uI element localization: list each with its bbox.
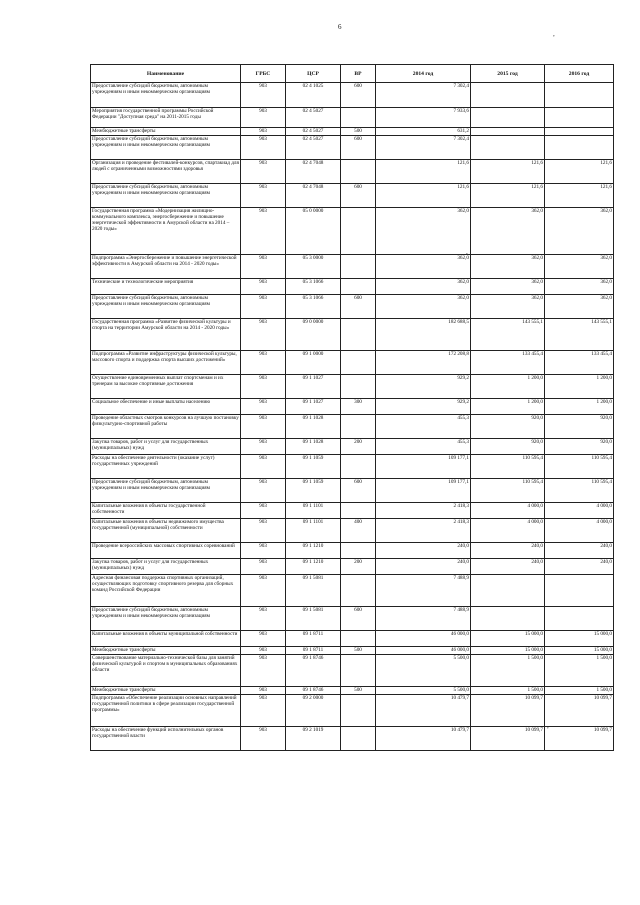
row-amount-2014: 2 418,3 bbox=[376, 519, 471, 543]
row-amount-2015: 10 099,7 bbox=[471, 727, 545, 751]
row-name: Закупка товаров, работ и услуг для государственных (муниципальных) нужд bbox=[91, 559, 241, 575]
table-row bbox=[91, 415, 614, 439]
row-amount-2015: 362,0 bbox=[471, 208, 545, 255]
scan-mark: , bbox=[466, 248, 468, 256]
row-amount-2014: 929,2 bbox=[376, 399, 471, 415]
row-amount-2016: 4 000,0 bbox=[545, 519, 614, 543]
row-grbs: 903 bbox=[241, 136, 286, 160]
row-amount-2016 bbox=[545, 128, 614, 136]
table-row bbox=[91, 439, 614, 455]
row-name: Технические и технологические мероприятия bbox=[91, 279, 241, 295]
row-name: Капитальные вложения в объекты недвижимого имущества государственной (муниципальной) собственности bbox=[91, 519, 241, 543]
row-name: Закупка товаров, работ и услуг для государственных (муниципальных) нужд bbox=[91, 439, 241, 455]
row-name: Капитальные вложения в объекты государственной собственности bbox=[91, 503, 241, 519]
row-amount-2016 bbox=[545, 607, 614, 631]
row-csr: 05 3 0000 bbox=[286, 255, 341, 279]
row-amount-2014: 362,0 bbox=[376, 295, 471, 319]
row-amount-2015: 4 000,0 bbox=[471, 503, 545, 519]
row-csr: 09 1 5081 bbox=[286, 575, 341, 607]
table-row bbox=[91, 687, 614, 695]
row-amount-2015 bbox=[471, 136, 545, 160]
column-header-vr: ВР bbox=[341, 65, 376, 83]
row-csr: 09 0 0000 bbox=[286, 319, 341, 351]
row-amount-2014: 5 500,0 bbox=[376, 687, 471, 695]
row-amount-2015: 1 500,0 bbox=[471, 655, 545, 687]
row-name: Адресная финансовая поддержка спортивных организаций, осуществляющих подготовку спортивного резерва для сборных команд Российской Федерации bbox=[91, 575, 241, 607]
row-name: Мероприятия государственной программы Российской Федерации "Доступная среда" на 2011-2015 годы bbox=[91, 108, 241, 128]
row-amount-2015: 143 555,1 bbox=[471, 319, 545, 351]
row-vr: 600 bbox=[341, 136, 376, 160]
row-vr bbox=[341, 108, 376, 128]
row-grbs: 903 bbox=[241, 255, 286, 279]
row-grbs: 903 bbox=[241, 695, 286, 727]
column-header-2016: 2016 год bbox=[545, 65, 614, 83]
row-name: Совершенствование материально-технической базы для занятий физической культурой и спортом в муниципальных образованиях области bbox=[91, 655, 241, 687]
row-amount-2016: 362,0 bbox=[545, 279, 614, 295]
row-name: Организация и проведение фестивалей-конкурсов, спартакиад для людей с ограниченными возможностями здоровья bbox=[91, 160, 241, 184]
row-amount-2015: 133 455,4 bbox=[471, 351, 545, 375]
row-amount-2014: 7 933,6 bbox=[376, 108, 471, 128]
row-name: Предоставление субсидий бюджетным, автономным учреждениям и иным некоммерческим организациям bbox=[91, 479, 241, 503]
row-amount-2015: 920,0 bbox=[471, 415, 545, 439]
row-amount-2014: 46 000,0 bbox=[376, 647, 471, 655]
row-grbs: 903 bbox=[241, 503, 286, 519]
table-row bbox=[91, 128, 614, 136]
row-amount-2014: 182 688,5 bbox=[376, 319, 471, 351]
table-row bbox=[91, 543, 614, 559]
row-vr: 600 bbox=[341, 607, 376, 631]
table-row bbox=[91, 631, 614, 647]
row-csr: 09 1 1028 bbox=[286, 415, 341, 439]
row-grbs: 903 bbox=[241, 559, 286, 575]
row-csr: 09 1 1027 bbox=[286, 399, 341, 415]
row-vr bbox=[341, 503, 376, 519]
row-amount-2014: 7 302,4 bbox=[376, 136, 471, 160]
row-csr: 09 1 1027 bbox=[286, 375, 341, 399]
row-amount-2016 bbox=[545, 108, 614, 128]
row-amount-2014: 362,0 bbox=[376, 279, 471, 295]
row-vr: 500 bbox=[341, 128, 376, 136]
row-grbs: 903 bbox=[241, 647, 286, 655]
row-name: Предоставление субсидий бюджетным, автономным учреждениям и иным некоммерческим организациям bbox=[91, 184, 241, 208]
table-row bbox=[91, 503, 614, 519]
row-vr bbox=[341, 208, 376, 255]
row-csr: 09 2 1019 bbox=[286, 727, 341, 751]
row-amount-2016: 362,0 bbox=[545, 208, 614, 255]
row-amount-2014: 121,6 bbox=[376, 160, 471, 184]
row-csr: 09 1 8711 bbox=[286, 631, 341, 647]
row-grbs: 903 bbox=[241, 375, 286, 399]
row-csr: 09 1 8746 bbox=[286, 687, 341, 695]
row-name: Капитальные вложения в объекты муниципальной собственности bbox=[91, 631, 241, 647]
row-csr: 09 1 1210 bbox=[286, 559, 341, 575]
scan-mark: , bbox=[553, 30, 555, 38]
row-name: Осуществление единовременных выплат спортсменам и их тренерам за высокие спортивные достижения bbox=[91, 375, 241, 399]
row-amount-2016: 240,0 bbox=[545, 543, 614, 559]
table-row bbox=[91, 351, 614, 375]
row-csr: 09 1 1210 bbox=[286, 543, 341, 559]
row-grbs: 903 bbox=[241, 208, 286, 255]
row-amount-2016: 240,0 bbox=[545, 559, 614, 575]
row-vr: 600 bbox=[341, 479, 376, 503]
row-amount-2015: 1 200,0 bbox=[471, 399, 545, 415]
table-row bbox=[91, 108, 614, 128]
row-amount-2015: 10 099,7 bbox=[471, 695, 545, 727]
row-name: Расходы на обеспечение деятельности (оказание услуг) государственных учреждений bbox=[91, 455, 241, 479]
row-amount-2016: 920,0 bbox=[545, 439, 614, 455]
row-csr: 09 1 1101 bbox=[286, 519, 341, 543]
row-amount-2016: 1 500,0 bbox=[545, 687, 614, 695]
row-csr: 09 1 1059 bbox=[286, 455, 341, 479]
row-grbs: 903 bbox=[241, 727, 286, 751]
row-vr bbox=[341, 351, 376, 375]
row-amount-2014: 631,2 bbox=[376, 128, 471, 136]
row-amount-2015: 4 000,0 bbox=[471, 519, 545, 543]
row-amount-2015: 121,6 bbox=[471, 160, 545, 184]
row-vr bbox=[341, 543, 376, 559]
row-amount-2015 bbox=[471, 128, 545, 136]
row-vr bbox=[341, 655, 376, 687]
row-csr: 02 4 5027 bbox=[286, 136, 341, 160]
row-amount-2015: 1 500,0 bbox=[471, 687, 545, 695]
table-row bbox=[91, 279, 614, 295]
row-csr: 05 3 1066 bbox=[286, 279, 341, 295]
row-vr bbox=[341, 695, 376, 727]
row-amount-2015 bbox=[471, 607, 545, 631]
column-header-2015: 2015 год bbox=[471, 65, 545, 83]
row-vr bbox=[341, 160, 376, 184]
table-row bbox=[91, 295, 614, 319]
row-amount-2016: 110 595,4 bbox=[545, 455, 614, 479]
table-row bbox=[91, 184, 614, 208]
row-name: Предоставление субсидий бюджетным, автономным учреждениям и иным некоммерческим организациям bbox=[91, 295, 241, 319]
row-amount-2016: 362,0 bbox=[545, 255, 614, 279]
row-grbs: 903 bbox=[241, 439, 286, 455]
row-vr: 500 bbox=[341, 687, 376, 695]
table-header-row bbox=[91, 65, 614, 83]
row-name: Расходы на обеспечение функций исполнительных органов государственной власти bbox=[91, 727, 241, 751]
row-amount-2014: 362,0 bbox=[376, 255, 471, 279]
row-amount-2014: 121,6 bbox=[376, 184, 471, 208]
row-amount-2016: 15 000,0 bbox=[545, 631, 614, 647]
row-amount-2014: 109 177,1 bbox=[376, 479, 471, 503]
table-row bbox=[91, 319, 614, 351]
row-name: Подпрограмма «Энергосбережение и повышение энергетической эффективности в Амурской области на 2014 - 2020 годы» bbox=[91, 255, 241, 279]
row-vr: 200 bbox=[341, 559, 376, 575]
row-amount-2016: 1 200,0 bbox=[545, 375, 614, 399]
row-amount-2016: 1 200,0 bbox=[545, 399, 614, 415]
row-amount-2016: 143 555,1 bbox=[545, 319, 614, 351]
row-amount-2016: 133 455,4 bbox=[545, 351, 614, 375]
row-name: Социальное обеспечение и иные выплаты населению bbox=[91, 399, 241, 415]
row-amount-2015: 362,0 bbox=[471, 279, 545, 295]
row-amount-2014: 7 302,4 bbox=[376, 83, 471, 108]
row-amount-2015: 110 595,4 bbox=[471, 455, 545, 479]
row-amount-2016 bbox=[545, 83, 614, 108]
row-name: Подпрограмма «Обеспечение реализации основных направлений государственной политики в сфере реализации государственной программы» bbox=[91, 695, 241, 727]
row-csr: 05 0 0000 bbox=[286, 208, 341, 255]
row-vr bbox=[341, 279, 376, 295]
row-amount-2015: 110 595,4 bbox=[471, 479, 545, 503]
row-name: Предоставление субсидий бюджетным, автономным учреждениям и иным некоммерческим организациям bbox=[91, 136, 241, 160]
row-grbs: 903 bbox=[241, 543, 286, 559]
row-amount-2015: 920,0 bbox=[471, 439, 545, 455]
row-amount-2016: 362,0 bbox=[545, 295, 614, 319]
row-amount-2016: 121,6 bbox=[545, 160, 614, 184]
row-grbs: 903 bbox=[241, 415, 286, 439]
row-amount-2014: 46 000,0 bbox=[376, 631, 471, 647]
row-grbs: 903 bbox=[241, 128, 286, 136]
row-amount-2015: 15 000,0 bbox=[471, 631, 545, 647]
column-header-csr: ЦСР bbox=[286, 65, 341, 83]
row-grbs: 903 bbox=[241, 655, 286, 687]
table-row bbox=[91, 136, 614, 160]
row-amount-2016: 10 099,7 bbox=[545, 695, 614, 727]
table-row bbox=[91, 575, 614, 607]
row-name: Проведение областных смотров конкурсов на лучшую постановку физкультурно-спортивной работы bbox=[91, 415, 241, 439]
row-amount-2016: 4 000,0 bbox=[545, 503, 614, 519]
row-amount-2015: 1 200,0 bbox=[471, 375, 545, 399]
table-row bbox=[91, 83, 614, 108]
row-amount-2015 bbox=[471, 108, 545, 128]
row-csr: 09 1 5081 bbox=[286, 607, 341, 631]
row-amount-2014: 7 488,9 bbox=[376, 575, 471, 607]
budget-table bbox=[90, 64, 614, 751]
row-csr: 09 1 1101 bbox=[286, 503, 341, 519]
table-row bbox=[91, 255, 614, 279]
row-csr: 09 2 0000 bbox=[286, 695, 341, 727]
row-vr: 600 bbox=[341, 83, 376, 108]
row-amount-2014: 5 500,0 bbox=[376, 655, 471, 687]
row-amount-2015: 362,0 bbox=[471, 255, 545, 279]
row-csr: 09 1 8746 bbox=[286, 655, 341, 687]
row-amount-2016: 1 500,0 bbox=[545, 655, 614, 687]
row-name: Государственная программа «Модернизация жилищно-коммунального комплекса, энергосбережение и повышение энергетической эффективности в Амурской области на 2014 – 2020 годы» bbox=[91, 208, 241, 255]
table-row bbox=[91, 160, 614, 184]
row-grbs: 903 bbox=[241, 279, 286, 295]
row-amount-2016: 110 595,4 bbox=[545, 479, 614, 503]
row-grbs: 903 bbox=[241, 108, 286, 128]
row-vr bbox=[341, 415, 376, 439]
row-grbs: 903 bbox=[241, 479, 286, 503]
row-name: Предоставление субсидий бюджетным, автономным учреждениям и иным некоммерческим организациям bbox=[91, 83, 241, 108]
row-amount-2014: 7 488,9 bbox=[376, 607, 471, 631]
row-amount-2016: 920,0 bbox=[545, 415, 614, 439]
row-amount-2015 bbox=[471, 83, 545, 108]
row-vr bbox=[341, 255, 376, 279]
row-amount-2014: 455,3 bbox=[376, 415, 471, 439]
table-row bbox=[91, 455, 614, 479]
column-header-grbs: ГРБС bbox=[241, 65, 286, 83]
row-vr bbox=[341, 727, 376, 751]
row-grbs: 903 bbox=[241, 455, 286, 479]
row-grbs: 903 bbox=[241, 519, 286, 543]
row-vr: 200 bbox=[341, 439, 376, 455]
row-vr: 500 bbox=[341, 647, 376, 655]
row-amount-2014: 109 177,1 bbox=[376, 455, 471, 479]
row-csr: 02 4 1025 bbox=[286, 83, 341, 108]
row-grbs: 903 bbox=[241, 295, 286, 319]
table-row bbox=[91, 399, 614, 415]
row-grbs: 903 bbox=[241, 631, 286, 647]
row-amount-2015: 240,0 bbox=[471, 559, 545, 575]
row-amount-2016: 15 000,0 bbox=[545, 647, 614, 655]
row-csr: 02 4 5027 bbox=[286, 128, 341, 136]
row-name: Предоставление субсидий бюджетным, автономным учреждениям и иным некоммерческим организациям bbox=[91, 607, 241, 631]
row-grbs: 903 bbox=[241, 607, 286, 631]
row-amount-2015: 362,0 bbox=[471, 295, 545, 319]
row-name: Подпрограмма «Развитие инфраструктуры физической культуры, массового спорта и поддержка спорта высших достижений» bbox=[91, 351, 241, 375]
row-csr: 09 1 1028 bbox=[286, 439, 341, 455]
row-vr bbox=[341, 575, 376, 607]
row-amount-2014: 240,0 bbox=[376, 543, 471, 559]
row-amount-2014: 172 208,8 bbox=[376, 351, 471, 375]
table-row bbox=[91, 607, 614, 631]
row-vr bbox=[341, 375, 376, 399]
row-csr: 05 3 1066 bbox=[286, 295, 341, 319]
row-vr: 600 bbox=[341, 184, 376, 208]
row-grbs: 903 bbox=[241, 160, 286, 184]
row-amount-2014: 10 479,7 bbox=[376, 727, 471, 751]
row-amount-2016 bbox=[545, 136, 614, 160]
row-name: Межбюджетные трансферты bbox=[91, 647, 241, 655]
row-amount-2016 bbox=[545, 575, 614, 607]
row-amount-2014: 10 479,7 bbox=[376, 695, 471, 727]
column-header-name: Наименование bbox=[91, 65, 241, 83]
table-row bbox=[91, 208, 614, 255]
row-amount-2014: 929,2 bbox=[376, 375, 471, 399]
row-grbs: 903 bbox=[241, 83, 286, 108]
row-grbs: 903 bbox=[241, 399, 286, 415]
table-row bbox=[91, 695, 614, 727]
row-csr: 09 1 0000 bbox=[286, 351, 341, 375]
row-vr: 300 bbox=[341, 399, 376, 415]
table-row bbox=[91, 519, 614, 543]
row-grbs: 903 bbox=[241, 687, 286, 695]
row-amount-2016: 121,6 bbox=[545, 184, 614, 208]
row-csr: 09 1 8711 bbox=[286, 647, 341, 655]
table-row bbox=[91, 655, 614, 687]
page-number: 6 bbox=[338, 23, 342, 31]
table-row bbox=[91, 559, 614, 575]
row-vr bbox=[341, 319, 376, 351]
row-grbs: 903 bbox=[241, 351, 286, 375]
row-vr bbox=[341, 455, 376, 479]
row-amount-2015 bbox=[471, 575, 545, 607]
row-csr: 02 4 7048 bbox=[286, 184, 341, 208]
row-csr: 02 4 7048 bbox=[286, 160, 341, 184]
row-grbs: 903 bbox=[241, 184, 286, 208]
row-name: Межбюджетные трансферты bbox=[91, 687, 241, 695]
row-amount-2014: 2 418,3 bbox=[376, 503, 471, 519]
column-header-2014: 2014 год bbox=[376, 65, 471, 83]
scan-mark: , bbox=[547, 722, 549, 730]
row-amount-2015: 15 000,0 bbox=[471, 647, 545, 655]
row-name: Государственная программа «Развитие физической культуры и спорта на территории Амурской области на 2014 - 2020 годы» bbox=[91, 319, 241, 351]
row-amount-2014: 362,0 bbox=[376, 208, 471, 255]
table-row bbox=[91, 647, 614, 655]
table-row bbox=[91, 727, 614, 751]
row-amount-2015: 121,6 bbox=[471, 184, 545, 208]
row-grbs: 903 bbox=[241, 575, 286, 607]
row-name: Проведение всероссийских массовых спортивных соревнований bbox=[91, 543, 241, 559]
row-amount-2016: 10 099,7 bbox=[545, 727, 614, 751]
row-csr: 02 4 5027 bbox=[286, 108, 341, 128]
row-name: Межбюджетные трансферты bbox=[91, 128, 241, 136]
table-row bbox=[91, 375, 614, 399]
row-amount-2014: 240,0 bbox=[376, 559, 471, 575]
row-vr: 400 bbox=[341, 519, 376, 543]
row-csr: 09 1 1059 bbox=[286, 479, 341, 503]
row-amount-2015: 240,0 bbox=[471, 543, 545, 559]
table-row bbox=[91, 479, 614, 503]
row-vr: 600 bbox=[341, 295, 376, 319]
row-vr bbox=[341, 631, 376, 647]
row-grbs: 903 bbox=[241, 319, 286, 351]
row-amount-2014: 455,3 bbox=[376, 439, 471, 455]
